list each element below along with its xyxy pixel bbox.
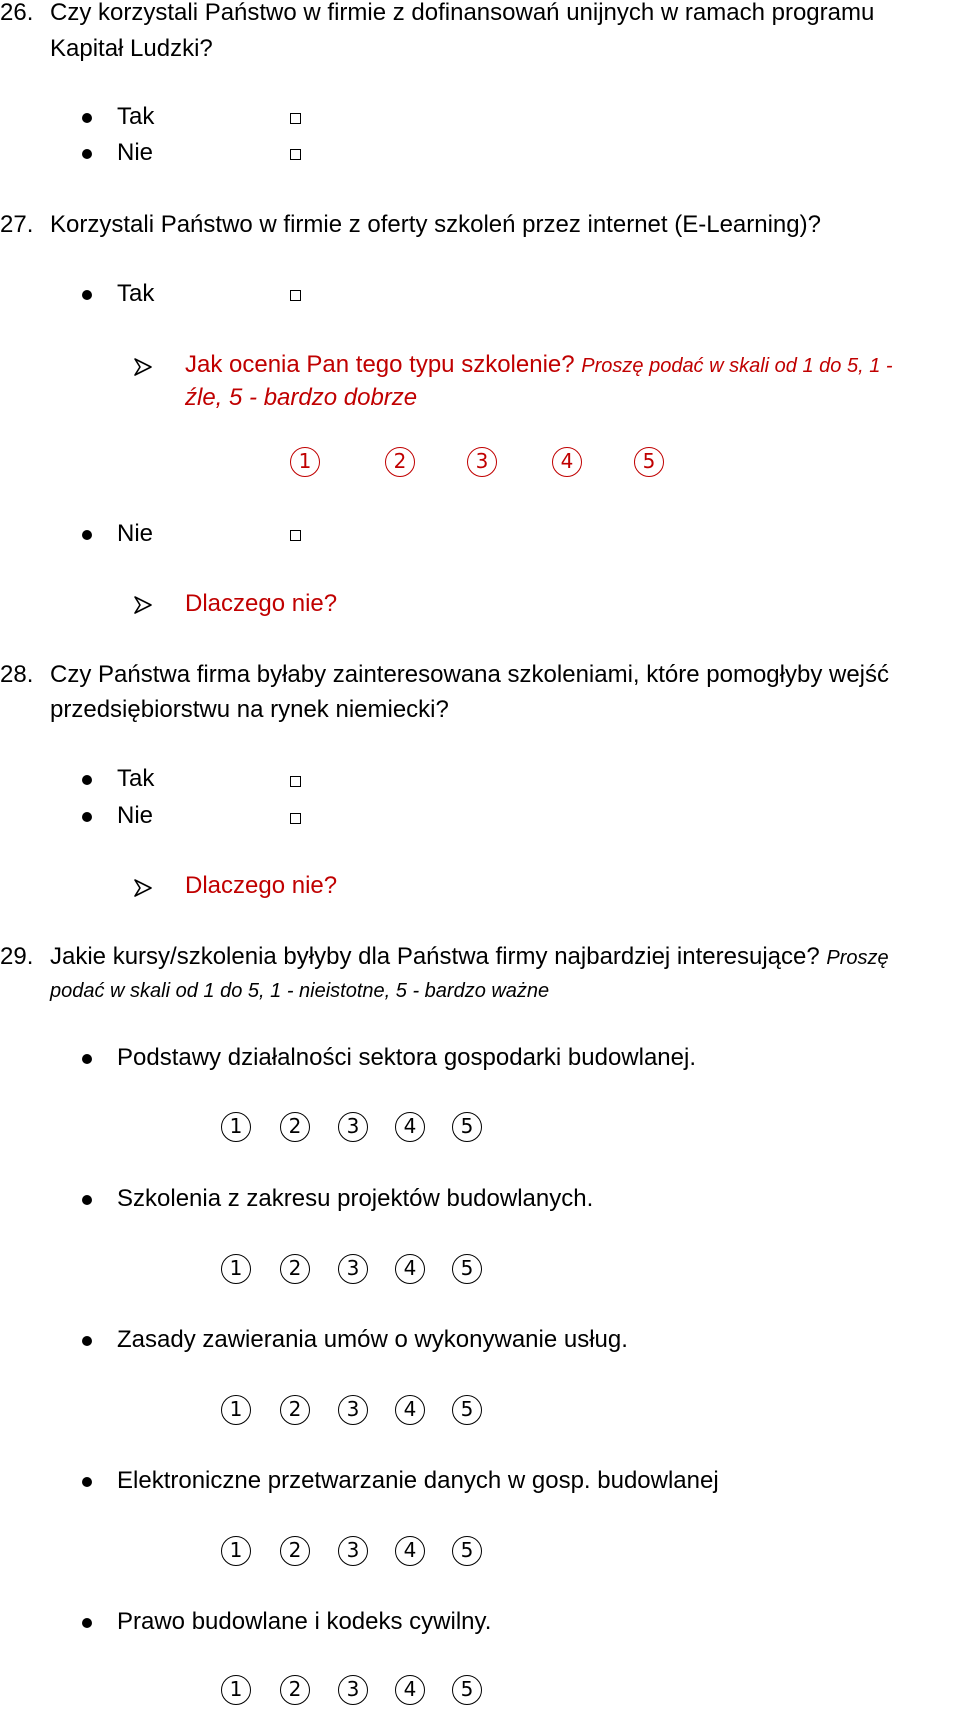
rating-1[interactable]: 1	[221, 1675, 251, 1705]
option-label: Nie	[117, 802, 154, 829]
rating-5[interactable]: 5	[452, 1536, 482, 1566]
rating-4[interactable]: 4	[395, 1675, 425, 1705]
rating-1[interactable]: 1	[221, 1395, 251, 1425]
option-label: Tak	[117, 765, 155, 792]
bullet-icon	[82, 290, 92, 300]
question-number: 26.	[0, 0, 34, 26]
question-number: 28.	[0, 661, 34, 688]
why-not-prompt: Dlaczego nie?	[185, 872, 338, 899]
question-text: Czy Państwa firma byłaby zainteresowana szkoleniami, które pomogłyby wejść	[50, 661, 890, 688]
rating-1[interactable]: 1	[221, 1536, 251, 1566]
bullet-icon	[82, 1477, 92, 1487]
question-number: 27.	[0, 211, 34, 238]
bullet-icon	[82, 530, 92, 540]
rating-5[interactable]: 5	[452, 1675, 482, 1705]
bullet-icon	[82, 812, 92, 822]
rating-5[interactable]: 5	[452, 1112, 482, 1142]
option-label: Tak	[117, 103, 155, 130]
rating-1[interactable]: 1	[221, 1112, 251, 1142]
checkbox-nie[interactable]	[290, 813, 301, 824]
rating-4[interactable]: 4	[395, 1112, 425, 1142]
bullet-icon	[82, 775, 92, 785]
rating-2[interactable]: 2	[280, 1112, 310, 1142]
scale-hint: Proszę podać w skali od 1 do 5, 1 -	[581, 355, 893, 377]
bullet-icon	[82, 1054, 92, 1064]
option-label: Tak	[117, 280, 155, 307]
checkbox-tak[interactable]	[290, 113, 301, 124]
rating-4[interactable]: 4	[395, 1536, 425, 1566]
arrowhead-bullet-icon	[133, 595, 157, 619]
rating-2[interactable]: 2	[280, 1254, 310, 1284]
question-text: Jakie kursy/szkolenia byłyby dla Państwa firmy najbardziej interesujące? Proszę	[50, 943, 889, 970]
rating-3[interactable]: 3	[338, 1254, 368, 1284]
course-item: Zasady zawierania umów o wykonywanie usług.	[117, 1326, 628, 1353]
course-item: Szkolenia z zakresu projektów budowlanych.	[117, 1185, 594, 1212]
question-text: Korzystali Państwo w firmie z oferty szkoleń przez internet (E-Learning)?	[50, 211, 821, 238]
rating-1[interactable]: 1	[221, 1254, 251, 1284]
rating-4[interactable]: 4	[395, 1395, 425, 1425]
rating-2[interactable]: 2	[280, 1536, 310, 1566]
bullet-icon	[82, 113, 92, 123]
bullet-icon	[82, 1195, 92, 1205]
option-label: Nie	[117, 520, 154, 547]
rating-2[interactable]: 2	[280, 1675, 310, 1705]
rating-3[interactable]: 3	[338, 1536, 368, 1566]
scale-hint: źle, 5 - bardzo dobrze	[185, 384, 418, 411]
rating-4[interactable]: 4	[395, 1254, 425, 1284]
checkbox-tak[interactable]	[290, 776, 301, 787]
course-item: Podstawy działalności sektora gospodarki budowlanej.	[117, 1044, 696, 1071]
scale-hint: Proszę	[826, 947, 889, 969]
rating-3[interactable]: 3	[338, 1112, 368, 1142]
arrowhead-bullet-icon	[133, 357, 157, 381]
checkbox-nie[interactable]	[290, 530, 301, 541]
course-item: Elektroniczne przetwarzanie danych w gosp. budowlanej	[117, 1467, 719, 1494]
question-text: przedsiębiorstwu na rynek niemiecki?	[50, 696, 449, 723]
option-label: Nie	[117, 139, 154, 166]
bullet-icon	[82, 149, 92, 159]
rating-3[interactable]: 3	[338, 1395, 368, 1425]
bullet-icon	[82, 1618, 92, 1628]
question-text: Czy korzystali Państwo w firmie z dofinansowań unijnych w ramach programu	[50, 0, 875, 26]
why-not-prompt: Dlaczego nie?	[185, 590, 338, 617]
follow-up-question: Jak ocenia Pan tego typu szkolenie? Proszę podać w skali od 1 do 5, 1 -	[185, 351, 893, 378]
checkbox-nie[interactable]	[290, 149, 301, 160]
rating-5[interactable]: 5	[634, 447, 664, 477]
course-item: Prawo budowlane i kodeks cywilny.	[117, 1608, 492, 1635]
rating-1[interactable]: 1	[290, 447, 320, 477]
rating-3[interactable]: 3	[467, 447, 497, 477]
question-text: Kapitał Ludzki?	[50, 35, 213, 62]
bullet-icon	[82, 1336, 92, 1346]
rating-3[interactable]: 3	[338, 1675, 368, 1705]
rating-2[interactable]: 2	[280, 1395, 310, 1425]
rating-5[interactable]: 5	[452, 1395, 482, 1425]
question-number: 29.	[0, 943, 34, 970]
checkbox-tak[interactable]	[290, 290, 301, 301]
scale-hint: podać w skali od 1 do 5, 1 - nieistotne, 5 - bardzo ważne	[50, 980, 550, 1002]
arrowhead-bullet-icon	[133, 878, 157, 902]
rating-4[interactable]: 4	[552, 447, 582, 477]
rating-2[interactable]: 2	[385, 447, 415, 477]
rating-5[interactable]: 5	[452, 1254, 482, 1284]
